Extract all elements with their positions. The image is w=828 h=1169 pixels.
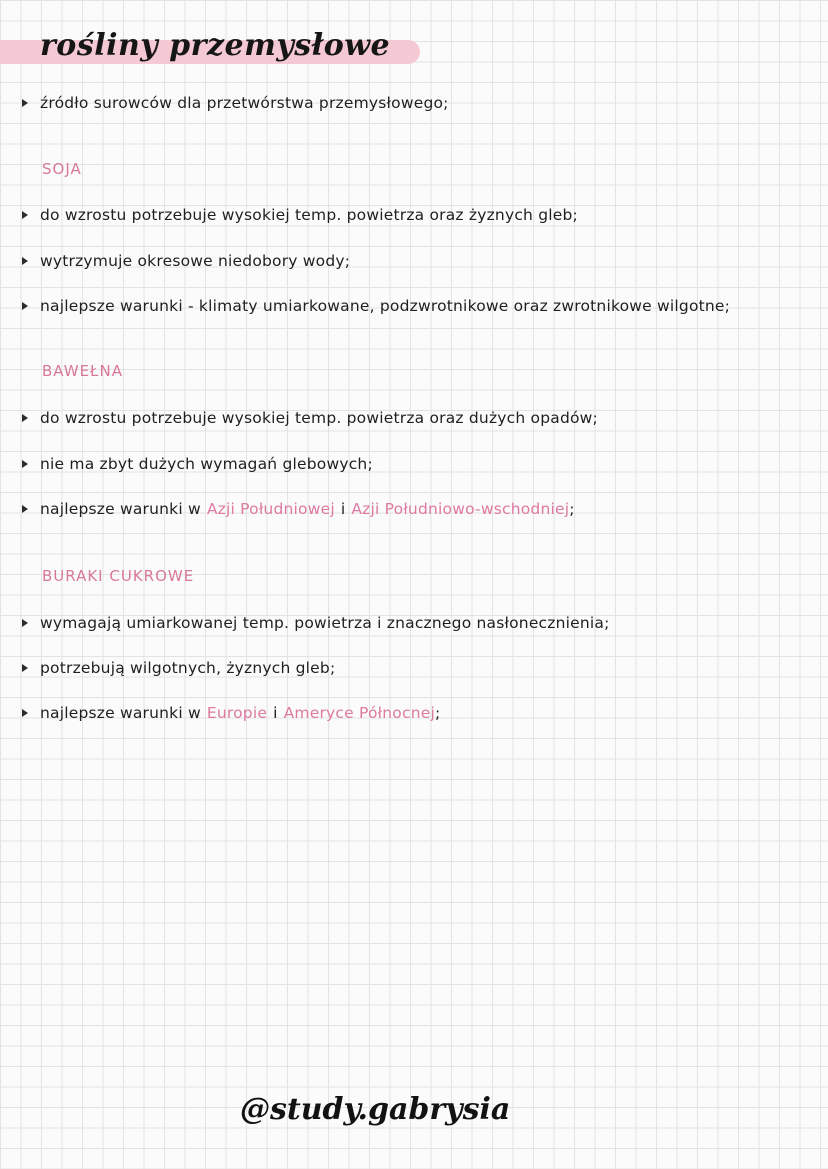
section-heading-soja: SOJA — [42, 160, 82, 178]
section-heading-bawelna: BAWEŁNA — [42, 362, 123, 380]
list-item — [22, 206, 578, 224]
intro-text: źródło surowców dla przetwórstwa przemysłowego; — [40, 94, 449, 112]
highlighted-region: Azji Południowej — [206, 500, 335, 518]
list-item-prefix: najlepsze warunki w — [40, 500, 201, 518]
bullet-arrow-icon — [22, 460, 28, 468]
list-item — [22, 659, 335, 677]
list-item — [22, 409, 598, 427]
list-item-suffix: ; — [434, 704, 441, 722]
page-title: rośliny przemysłowe — [40, 28, 391, 63]
highlighted-region: Europie — [206, 704, 268, 722]
list-item-conjunction: i — [273, 704, 278, 722]
list-item-text: najlepsze warunki - klimaty umiarkowane, podzwrotnikowe oraz zwrotnikowe wilgotne; — [40, 297, 731, 315]
bullet-arrow-icon — [22, 302, 28, 310]
list-item — [22, 614, 610, 632]
bullet-arrow-icon — [22, 664, 28, 672]
list-item-text: wytrzymuje okresowe niedobory wody; — [40, 252, 351, 270]
list-item-prefix: najlepsze warunki w — [40, 704, 201, 722]
list-item-conjunction: i — [340, 500, 346, 518]
section-heading-buraki: BURAKI CUKROWE — [42, 567, 195, 585]
list-item-suffix: ; — [569, 500, 575, 518]
list-item — [22, 297, 730, 315]
list-item — [22, 455, 373, 473]
list-item-text: wymagają umiarkowanej temp. powietrza i znacznego nasłonecznienia; — [40, 614, 610, 632]
list-item-text: do wzrostu potrzebuje wysokiej temp. powietrza oraz dużych opadów; — [40, 409, 598, 427]
bullet-arrow-icon — [22, 257, 28, 265]
list-item — [22, 500, 575, 518]
bullet-arrow-icon — [22, 414, 28, 422]
list-item — [22, 252, 350, 270]
bullet-arrow-icon — [22, 99, 28, 107]
list-item-text: potrzebują wilgotnych, żyznych gleb; — [40, 659, 336, 677]
title-block — [0, 28, 430, 72]
bullet-arrow-icon — [22, 619, 28, 627]
bullet-arrow-icon — [22, 505, 28, 513]
bullet-arrow-icon — [22, 211, 28, 219]
highlighted-region: Ameryce Północnej — [283, 704, 435, 722]
highlighted-region: Azji Południowo-wschodniej — [351, 500, 570, 518]
bullet-arrow-icon — [22, 709, 28, 717]
list-item-text: do wzrostu potrzebuje wysokiej temp. powietrza oraz żyznych gleb; — [40, 206, 578, 224]
intro-item — [22, 94, 449, 112]
list-item — [22, 704, 440, 722]
author-signature: @study.gabrysia — [240, 1092, 511, 1127]
list-item-text: nie ma zbyt dużych wymagań glebowych; — [40, 455, 373, 473]
